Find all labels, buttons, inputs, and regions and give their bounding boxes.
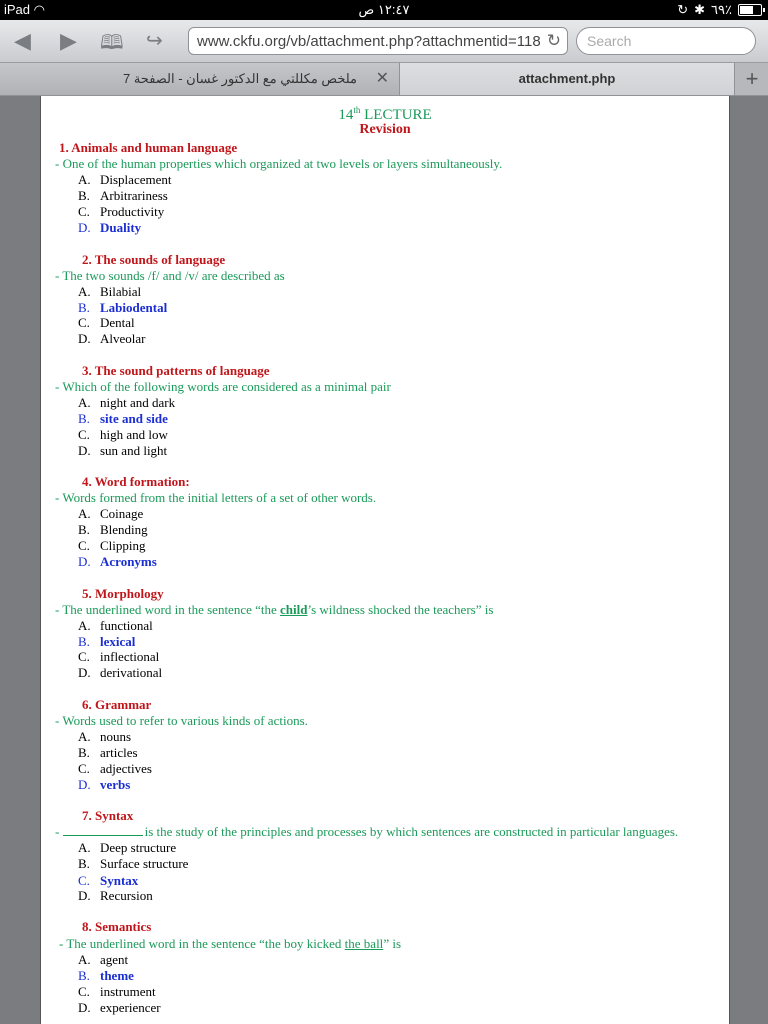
option <box>78 649 159 665</box>
tab-attachment[interactable] <box>400 63 734 95</box>
clock: ١٢:٤٧ ص <box>358 2 410 17</box>
stem-part: ’s wildness shocked the teachers” is <box>307 602 494 617</box>
option-text: verbs <box>100 777 131 792</box>
option-letter: C. <box>78 204 90 219</box>
question-title: 1. Animals and human language <box>59 140 238 155</box>
option-letter: B. <box>78 856 90 871</box>
option-text: Duality <box>100 220 142 235</box>
option-text: Blending <box>100 522 148 537</box>
correct-option <box>78 968 134 984</box>
lecture-number: 14 <box>338 107 354 123</box>
lock-rotation-icon: ↻ <box>677 2 689 17</box>
option-text: theme <box>100 968 134 983</box>
option <box>78 745 138 761</box>
question-title: 7. Syntax <box>82 808 134 823</box>
option-text: Coinage <box>100 506 144 521</box>
question-title: 4. Word formation: <box>82 474 190 489</box>
search-input[interactable]: Search <box>576 27 756 55</box>
option-letter: D. <box>78 665 91 680</box>
lecture-word: LECTURE <box>364 107 432 123</box>
option-letter: A. <box>78 618 91 633</box>
fill-blank <box>63 825 143 836</box>
option-text: nouns <box>100 729 132 744</box>
option-text: Dental <box>100 315 135 330</box>
correct-option <box>78 411 168 427</box>
option-text: articles <box>100 745 138 760</box>
option-text: Displacement <box>100 172 172 187</box>
question-stem <box>59 936 401 952</box>
option-text: site and side <box>100 411 168 426</box>
option <box>78 761 152 777</box>
question-stem: - One of the human properties which organized at two levels or layers simultaneously. <box>55 156 503 171</box>
option <box>78 315 135 331</box>
question-stem: - Words formed from the initial letters of a set of other words. <box>55 490 377 505</box>
option-letter: D. <box>78 554 91 569</box>
option-letter: A. <box>78 172 91 187</box>
correct-option <box>78 300 167 316</box>
url-text: www.ckfu.org/vb/attachment.php?attachmentid=118 <box>197 33 541 50</box>
option <box>78 952 128 968</box>
option-letter: B. <box>78 634 90 649</box>
lecture-suffix: th <box>353 105 361 115</box>
option <box>78 427 168 443</box>
option-letter: D. <box>78 1000 91 1015</box>
option-text: Surface structure <box>100 856 189 871</box>
question-title: 6. Grammar <box>82 697 152 712</box>
status-bar <box>0 0 768 20</box>
option <box>78 331 145 347</box>
option-letter: D. <box>78 888 91 903</box>
option <box>78 284 141 300</box>
tab-title: attachment.php <box>518 71 616 86</box>
option-text: Clipping <box>100 538 146 553</box>
stem-part: ” is <box>383 936 402 951</box>
option-letter: A. <box>78 395 91 410</box>
option-letter: C. <box>78 761 90 776</box>
option <box>78 395 175 411</box>
question-stem: - Words used to refer to various kinds of actions. <box>55 713 308 728</box>
option-text: derivational <box>100 665 163 680</box>
stem-part: - The underlined word in the sentence “the <box>55 602 281 617</box>
option-text: instrument <box>100 984 156 999</box>
option-letter: B. <box>78 411 90 426</box>
correct-option <box>78 777 130 793</box>
status-right <box>677 2 762 18</box>
bluetooth-icon: ✱ <box>694 2 706 17</box>
stem-part: is the study of the principles and processes by which sentences are constructed in particular languages. <box>144 824 679 839</box>
underlined-word: the ball <box>344 936 384 951</box>
document-page <box>40 96 730 1024</box>
device-name: iPad <box>4 2 31 17</box>
option-letter: A. <box>78 506 91 521</box>
new-tab-button[interactable]: + <box>734 63 768 95</box>
option-letter: C. <box>78 427 90 442</box>
option <box>78 618 153 634</box>
option-text: Arbitrariness <box>100 188 168 203</box>
correct-option <box>78 220 141 236</box>
option <box>78 538 146 554</box>
option-letter: B. <box>78 745 90 760</box>
option-letter: B. <box>78 968 90 983</box>
question-stem: - Which of the following words are considered as a minimal pair <box>55 379 391 394</box>
option-letter: C. <box>78 649 90 664</box>
option-text: functional <box>100 618 153 633</box>
option-letter: C. <box>78 315 90 330</box>
url-bar[interactable] <box>188 27 568 55</box>
option-text: Syntax <box>100 873 139 888</box>
question-title: 2. The sounds of language <box>82 252 226 267</box>
tab-title: ملخص مكللتي مع الدكتور غسان - الصفحة 7 <box>122 71 357 86</box>
question-title: 3. The sound patterns of language <box>82 363 270 378</box>
stem-part: - The underlined word in the sentence “the boy kicked <box>59 936 345 951</box>
question-title: 8. Semantics <box>82 919 152 934</box>
underlined-word: child <box>280 602 308 617</box>
option-text: Labiodental <box>100 300 168 315</box>
option-letter: D. <box>78 777 91 792</box>
option <box>78 665 162 681</box>
option-text: Acronyms <box>100 554 157 569</box>
option-text: Alveolar <box>100 331 146 346</box>
option-text: high and low <box>100 427 168 442</box>
option <box>78 1000 161 1016</box>
correct-option <box>78 554 157 570</box>
battery-percent: ٦٩٪ <box>711 2 732 17</box>
option-text: experiencer <box>100 1000 161 1015</box>
share-icon[interactable]: ↪ <box>146 30 163 52</box>
option-text: Productivity <box>100 204 165 219</box>
option-letter: A. <box>78 952 91 967</box>
option-letter: A. <box>78 840 91 855</box>
option-text: lexical <box>100 634 136 649</box>
option-letter: A. <box>78 284 91 299</box>
option <box>78 506 143 522</box>
option <box>78 840 176 856</box>
battery-icon <box>738 4 762 16</box>
option <box>78 204 164 220</box>
option-text: sun and light <box>100 443 168 458</box>
browser-toolbar <box>0 20 768 63</box>
option <box>78 172 171 188</box>
tab-bar <box>0 63 768 96</box>
question-stem <box>55 602 493 618</box>
question-stem: - The two sounds /f/ and /v/ are described as <box>55 268 285 283</box>
option-text: Deep structure <box>100 840 177 855</box>
revision-title: Revision <box>359 122 411 137</box>
correct-option <box>78 873 138 889</box>
option-letter: C. <box>78 984 90 999</box>
correct-option <box>78 634 135 650</box>
option-letter: C. <box>78 538 90 553</box>
option-letter: B. <box>78 522 90 537</box>
option-text: inflectional <box>100 649 160 664</box>
bookmarks-icon[interactable]: 🕮 <box>100 32 124 54</box>
option <box>78 729 131 745</box>
option <box>78 443 167 459</box>
option-text: adjectives <box>100 761 152 776</box>
question-stem: - is the study of the principles and processes by which sentences are constructed in particular languages. <box>55 824 679 839</box>
option-text: night and dark <box>100 395 176 410</box>
option-letter: D. <box>78 220 91 235</box>
forward-icon[interactable]: ▶ <box>60 28 77 53</box>
option-letter: A. <box>78 729 91 744</box>
option-letter: D. <box>78 331 91 346</box>
tab-forum[interactable] <box>0 63 400 95</box>
option-letter: B. <box>78 300 90 315</box>
option-text: agent <box>100 952 129 967</box>
option-letter: C. <box>78 873 90 888</box>
option-letter: D. <box>78 443 91 458</box>
option <box>78 188 168 204</box>
reload-icon[interactable]: ↻ <box>544 31 561 51</box>
option-text: Recursion <box>100 888 153 903</box>
question-title: 5. Morphology <box>82 586 164 601</box>
option <box>78 522 148 538</box>
option-text: Bilabial <box>100 284 142 299</box>
option <box>78 856 188 872</box>
back-icon[interactable]: ◀ <box>14 28 31 53</box>
option <box>78 888 153 904</box>
option <box>78 984 156 1000</box>
close-icon[interactable]: ✕ <box>375 70 389 87</box>
option-letter: B. <box>78 188 90 203</box>
wifi-icon: ◠ <box>33 2 45 17</box>
